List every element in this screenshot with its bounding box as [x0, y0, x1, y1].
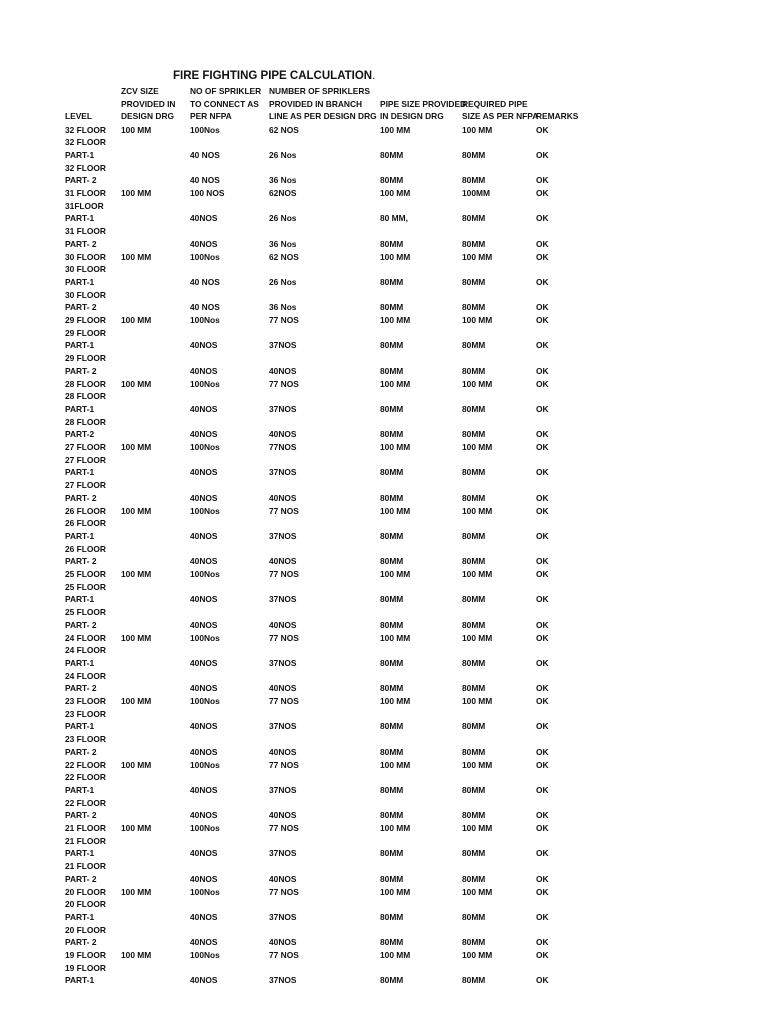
cell-branch: 77 NOS	[269, 950, 299, 960]
cell-branch: 37NOS	[269, 848, 297, 859]
cell-nfpa: 100Nos	[190, 632, 220, 643]
cell-pipe-nfpa: 100 MM	[462, 886, 493, 897]
cell-pipe-nfpa: 100 MM	[462, 315, 493, 325]
cell-nfpa: 100Nos	[190, 886, 220, 897]
cell-nfpa: 40NOS	[190, 848, 218, 859]
cell-level: 20 FLOOR	[65, 899, 106, 910]
cell-pipe-nfpa: 80MM	[462, 556, 486, 567]
cell-pipe-nfpa: 100MM	[462, 188, 490, 198]
cell-branch: 36 Nos	[269, 302, 297, 313]
cell-pipe-nfpa: 80MM	[462, 238, 486, 249]
cell-remarks: OK	[536, 403, 549, 414]
cell-nfpa: 100Nos	[190, 251, 220, 262]
cell-level: 30 FLOOR	[65, 251, 106, 262]
cell-pipe-design: 80MM	[380, 365, 404, 376]
cell-pipe-design: 80MM	[380, 403, 404, 414]
cell-level: PART- 2	[65, 175, 97, 186]
cell-level: 24 FLOOR	[65, 645, 106, 656]
cell-level: PART-1	[65, 594, 95, 605]
cell-remarks: OK	[536, 632, 549, 643]
cell-pipe-nfpa: 80MM	[462, 619, 486, 630]
cell-level: PART- 2	[65, 365, 97, 376]
cell-branch: 40NOS	[269, 746, 297, 757]
cell-level: 22 FLOOR	[65, 759, 106, 770]
cell-nfpa: 100Nos	[190, 442, 220, 452]
cell-pipe-nfpa: 80MM	[462, 594, 486, 605]
cell-nfpa: 40NOS	[190, 530, 218, 541]
cell-branch: 77 NOS	[269, 315, 299, 325]
header-pipe-size-nfpa: REQUIRED PIPE SIZE AS PER NFPA	[462, 98, 539, 122]
cell-remarks: OK	[536, 873, 549, 884]
cell-level: 19 FLOOR	[65, 950, 106, 960]
cell-nfpa: 40NOS	[190, 365, 218, 376]
cell-zcv: 100 MM	[121, 188, 152, 198]
cell-nfpa: 40NOS	[190, 213, 218, 224]
cell-zcv: 100 MM	[121, 251, 152, 262]
cell-remarks: OK	[536, 848, 549, 859]
cell-nfpa: 40NOS	[190, 937, 218, 948]
cell-pipe-nfpa: 80MM	[462, 683, 486, 694]
cell-level: PART- 2	[65, 937, 97, 948]
cell-branch: 37NOS	[269, 403, 297, 414]
cell-nfpa: 40NOS	[190, 238, 218, 249]
cell-nfpa: 40 NOS	[190, 276, 220, 287]
cell-branch: 40NOS	[269, 619, 297, 630]
cell-pipe-design: 80MM	[380, 276, 404, 287]
cell-pipe-nfpa: 80MM	[462, 403, 486, 414]
cell-pipe-design: 80MM	[380, 911, 404, 922]
cell-branch: 77 NOS	[269, 696, 299, 706]
cell-pipe-nfpa: 80MM	[462, 530, 486, 541]
cell-remarks: OK	[536, 340, 549, 351]
cell-remarks: OK	[536, 594, 549, 605]
cell-branch: 36 Nos	[269, 238, 297, 249]
cell-nfpa: 100Nos	[190, 950, 220, 960]
cell-nfpa: 40NOS	[190, 873, 218, 884]
header-level: LEVEL	[65, 111, 92, 121]
cell-nfpa: 40NOS	[190, 975, 218, 986]
cell-nfpa: 100Nos	[190, 759, 220, 770]
cell-remarks: OK	[536, 721, 549, 732]
cell-level: PART-1	[65, 149, 95, 160]
cell-remarks: OK	[536, 937, 549, 948]
cell-remarks: OK	[536, 975, 549, 986]
cell-pipe-design: 80MM	[380, 302, 404, 313]
cell-pipe-nfpa: 80MM	[462, 213, 486, 224]
cell-remarks: OK	[536, 213, 549, 224]
cell-level: 20 FLOOR	[65, 886, 106, 897]
cell-pipe-nfpa: 80MM	[462, 492, 486, 503]
cell-level: 29 FLOOR	[65, 315, 106, 325]
cell-nfpa: 100Nos	[190, 823, 220, 833]
cell-pipe-design: 80MM	[380, 492, 404, 503]
cell-pipe-nfpa: 100 MM	[462, 251, 493, 262]
cell-level: PART-2	[65, 429, 95, 440]
cell-pipe-design: 80MM	[380, 429, 404, 440]
cell-level: 21 FLOOR	[65, 835, 106, 846]
cell-pipe-design: 80MM	[380, 873, 404, 884]
cell-pipe-nfpa: 80MM	[462, 746, 486, 757]
cell-nfpa: 40NOS	[190, 340, 218, 351]
cell-pipe-nfpa: 100 MM	[462, 759, 493, 770]
cell-remarks: OK	[536, 619, 549, 630]
cell-branch: 40NOS	[269, 429, 297, 440]
cell-branch: 26 Nos	[269, 149, 297, 160]
cell-nfpa: 100Nos	[190, 315, 220, 325]
cell-nfpa: 100Nos	[190, 378, 220, 389]
cell-branch: 37NOS	[269, 340, 297, 351]
cell-pipe-design: 100 MM	[380, 569, 411, 579]
cell-level: PART-1	[65, 340, 95, 351]
cell-pipe-nfpa: 80MM	[462, 911, 486, 922]
cell-pipe-design: 100 MM	[380, 823, 411, 833]
cell-pipe-nfpa: 100 MM	[462, 124, 493, 135]
cell-level: PART-1	[65, 213, 95, 224]
header-sprinklers-nfpa: NO OF SPRIKLER TO CONNECT AS PER NFPA	[190, 86, 262, 122]
cell-nfpa: 40NOS	[190, 619, 218, 630]
cell-nfpa: 40NOS	[190, 467, 218, 478]
cell-pipe-nfpa: 80MM	[462, 276, 486, 287]
cell-pipe-design: 80 MM,	[380, 213, 408, 224]
cell-pipe-design: 80MM	[380, 848, 404, 859]
cell-level: 27 FLOOR	[65, 442, 106, 452]
cell-level: 27 FLOOR	[65, 480, 106, 491]
header-zcv-size: ZCV SIZE PROVIDED IN DESIGN DRG	[121, 86, 176, 122]
cell-pipe-design: 100 MM	[380, 886, 411, 897]
cell-level: 29 FLOOR	[65, 353, 106, 364]
cell-pipe-nfpa: 100 MM	[462, 505, 493, 516]
cell-branch: 77 NOS	[269, 632, 299, 643]
cell-level: PART-1	[65, 467, 95, 478]
cell-remarks: OK	[536, 467, 549, 478]
cell-remarks: OK	[536, 823, 549, 833]
cell-branch: 37NOS	[269, 467, 297, 478]
cell-pipe-design: 80MM	[380, 594, 404, 605]
cell-pipe-nfpa: 100 MM	[462, 823, 493, 833]
cell-level: 23 FLOOR	[65, 696, 106, 706]
cell-zcv: 100 MM	[121, 442, 152, 452]
cell-nfpa: 100Nos	[190, 124, 220, 135]
cell-pipe-nfpa: 100 MM	[462, 696, 493, 706]
cell-pipe-nfpa: 80MM	[462, 149, 486, 160]
cell-branch: 77 NOS	[269, 886, 299, 897]
cell-level: PART-1	[65, 848, 95, 859]
cell-pipe-nfpa: 80MM	[462, 175, 486, 186]
cell-remarks: OK	[536, 492, 549, 503]
cell-remarks: OK	[536, 378, 549, 389]
cell-branch: 37NOS	[269, 657, 297, 668]
cell-zcv: 100 MM	[121, 759, 152, 770]
cell-level: 31FLOOR	[65, 200, 104, 211]
cell-remarks: OK	[536, 911, 549, 922]
cell-branch: 62NOS	[269, 188, 297, 198]
cell-level: 25 FLOOR	[65, 569, 106, 579]
cell-nfpa: 40NOS	[190, 556, 218, 567]
cell-remarks: OK	[536, 810, 549, 821]
cell-pipe-nfpa: 100 MM	[462, 378, 493, 389]
cell-zcv: 100 MM	[121, 315, 152, 325]
cell-zcv: 100 MM	[121, 950, 152, 960]
cell-pipe-nfpa: 80MM	[462, 721, 486, 732]
cell-pipe-design: 100 MM	[380, 251, 411, 262]
cell-nfpa: 40 NOS	[190, 302, 220, 313]
cell-nfpa: 40NOS	[190, 594, 218, 605]
cell-level: PART- 2	[65, 238, 97, 249]
cell-pipe-design: 80MM	[380, 784, 404, 795]
cell-remarks: OK	[536, 302, 549, 313]
cell-branch: 26 Nos	[269, 213, 297, 224]
cell-level: PART- 2	[65, 302, 97, 313]
cell-remarks: OK	[536, 569, 549, 579]
cell-remarks: OK	[536, 149, 549, 160]
cell-zcv: 100 MM	[121, 632, 152, 643]
header-pipe-size-design: PIPE SIZE PROVIDED IN DESIGN DRG	[380, 98, 467, 122]
cell-nfpa: 40NOS	[190, 683, 218, 694]
cell-pipe-design: 80MM	[380, 975, 404, 986]
cell-pipe-design: 80MM	[380, 238, 404, 249]
cell-pipe-design: 100 MM	[380, 632, 411, 643]
cell-branch: 37NOS	[269, 721, 297, 732]
cell-level: 28 FLOOR	[65, 391, 106, 402]
cell-level: 31 FLOOR	[65, 188, 106, 198]
cell-remarks: OK	[536, 365, 549, 376]
cell-branch: 40NOS	[269, 873, 297, 884]
cell-zcv: 100 MM	[121, 124, 152, 135]
cell-level: PART-1	[65, 403, 95, 414]
cell-nfpa: 40NOS	[190, 721, 218, 732]
cell-pipe-nfpa: 100 MM	[462, 442, 493, 452]
cell-pipe-design: 100 MM	[380, 188, 411, 198]
cell-zcv: 100 MM	[121, 823, 152, 833]
cell-pipe-nfpa: 80MM	[462, 467, 486, 478]
cell-pipe-design: 80MM	[380, 721, 404, 732]
cell-branch: 37NOS	[269, 975, 297, 986]
cell-remarks: OK	[536, 556, 549, 567]
cell-level: PART-1	[65, 276, 95, 287]
cell-pipe-design: 100 MM	[380, 759, 411, 770]
cell-pipe-design: 100 MM	[380, 950, 411, 960]
cell-zcv: 100 MM	[121, 569, 152, 579]
cell-level: PART-1	[65, 975, 95, 986]
cell-remarks: OK	[536, 276, 549, 287]
cell-level: 30 FLOOR	[65, 289, 106, 300]
cell-zcv: 100 MM	[121, 886, 152, 897]
cell-branch: 37NOS	[269, 784, 297, 795]
cell-branch: 77 NOS	[269, 759, 299, 770]
cell-remarks: OK	[536, 442, 549, 452]
cell-level: 32 FLOOR	[65, 162, 106, 173]
cell-branch: 62 NOS	[269, 124, 299, 135]
cell-pipe-nfpa: 80MM	[462, 302, 486, 313]
cell-level: 23 FLOOR	[65, 708, 106, 719]
cell-level: 20 FLOOR	[65, 924, 106, 935]
cell-remarks: OK	[536, 124, 549, 135]
cell-remarks: OK	[536, 429, 549, 440]
cell-level: PART- 2	[65, 873, 97, 884]
cell-nfpa: 40 NOS	[190, 149, 220, 160]
cell-remarks: OK	[536, 505, 549, 516]
cell-branch: 37NOS	[269, 911, 297, 922]
cell-level: 25 FLOOR	[65, 607, 106, 618]
cell-pipe-design: 80MM	[380, 619, 404, 630]
cell-nfpa: 40NOS	[190, 403, 218, 414]
cell-nfpa: 40NOS	[190, 746, 218, 757]
cell-nfpa: 40NOS	[190, 810, 218, 821]
cell-pipe-nfpa: 80MM	[462, 975, 486, 986]
cell-pipe-design: 100 MM	[380, 505, 411, 516]
cell-zcv: 100 MM	[121, 696, 152, 706]
header-remarks: REMARKS	[536, 111, 579, 121]
cell-pipe-nfpa: 80MM	[462, 365, 486, 376]
page-title: FIRE FIGHTING PIPE CALCULATION.	[173, 70, 376, 82]
cell-level: PART- 2	[65, 810, 97, 821]
cell-remarks: OK	[536, 175, 549, 186]
cell-pipe-design: 100 MM	[380, 696, 411, 706]
header-sprinklers-branch: NUMBER OF SPRIKLERS PROVIDED IN BRANCH LINE AS PER DESIGN DRG	[269, 86, 377, 122]
cell-pipe-design: 100 MM	[380, 315, 411, 325]
cell-nfpa: 40NOS	[190, 911, 218, 922]
cell-pipe-design: 100 MM	[380, 124, 411, 135]
cell-level: 26 FLOOR	[65, 543, 106, 554]
cell-pipe-design: 80MM	[380, 657, 404, 668]
cell-branch: 77NOS	[269, 442, 297, 452]
cell-pipe-nfpa: 100 MM	[462, 632, 493, 643]
cell-level: 32 FLOOR	[65, 124, 106, 135]
cell-remarks: OK	[536, 251, 549, 262]
cell-level: PART- 2	[65, 746, 97, 757]
cell-level: 26 FLOOR	[65, 505, 106, 516]
cell-zcv: 100 MM	[121, 505, 152, 516]
cell-branch: 77 NOS	[269, 569, 299, 579]
cell-nfpa: 100Nos	[190, 505, 220, 516]
cell-nfpa: 100 NOS	[190, 188, 225, 198]
cell-pipe-nfpa: 80MM	[462, 340, 486, 351]
cell-pipe-nfpa: 80MM	[462, 848, 486, 859]
cell-remarks: OK	[536, 683, 549, 694]
cell-pipe-design: 80MM	[380, 937, 404, 948]
cell-branch: 40NOS	[269, 937, 297, 948]
cell-nfpa: 40NOS	[190, 784, 218, 795]
cell-pipe-design: 80MM	[380, 746, 404, 757]
cell-pipe-nfpa: 80MM	[462, 784, 486, 795]
cell-nfpa: 40NOS	[190, 657, 218, 668]
cell-remarks: OK	[536, 950, 549, 960]
cell-remarks: OK	[536, 188, 549, 198]
cell-pipe-design: 80MM	[380, 530, 404, 541]
cell-pipe-nfpa: 80MM	[462, 429, 486, 440]
cell-pipe-nfpa: 100 MM	[462, 950, 493, 960]
cell-level: PART- 2	[65, 492, 97, 503]
cell-remarks: OK	[536, 759, 549, 770]
cell-level: 22 FLOOR	[65, 797, 106, 808]
cell-remarks: OK	[536, 784, 549, 795]
cell-branch: 40NOS	[269, 683, 297, 694]
cell-level: PART- 2	[65, 619, 97, 630]
cell-level: PART-1	[65, 784, 95, 795]
cell-pipe-design: 80MM	[380, 467, 404, 478]
cell-level: 27 FLOOR	[65, 454, 106, 465]
cell-level: 21 FLOOR	[65, 823, 106, 833]
cell-pipe-design: 100 MM	[380, 378, 411, 389]
cell-remarks: OK	[536, 657, 549, 668]
cell-level: PART-1	[65, 911, 95, 922]
cell-branch: 36 Nos	[269, 175, 297, 186]
cell-branch: 26 Nos	[269, 276, 297, 287]
cell-pipe-design: 80MM	[380, 556, 404, 567]
cell-pipe-nfpa: 80MM	[462, 937, 486, 948]
cell-remarks: OK	[536, 238, 549, 249]
cell-level: 32 FLOOR	[65, 137, 106, 148]
cell-branch: 37NOS	[269, 530, 297, 541]
cell-remarks: OK	[536, 886, 549, 897]
cell-remarks: OK	[536, 696, 549, 706]
cell-zcv: 100 MM	[121, 378, 152, 389]
cell-pipe-nfpa: 80MM	[462, 873, 486, 884]
cell-branch: 40NOS	[269, 492, 297, 503]
cell-level: 31 FLOOR	[65, 226, 106, 237]
cell-branch: 40NOS	[269, 556, 297, 567]
cell-branch: 62 NOS	[269, 251, 299, 262]
cell-remarks: OK	[536, 315, 549, 325]
cell-remarks: OK	[536, 746, 549, 757]
cell-level: 22 FLOOR	[65, 772, 106, 783]
cell-level: 21 FLOOR	[65, 861, 106, 872]
cell-level: 28 FLOOR	[65, 416, 106, 427]
cell-pipe-design: 80MM	[380, 340, 404, 351]
cell-branch: 77 NOS	[269, 505, 299, 516]
cell-pipe-design: 100 MM	[380, 442, 411, 452]
cell-level: PART- 2	[65, 556, 97, 567]
cell-level: 25 FLOOR	[65, 581, 106, 592]
cell-nfpa: 40NOS	[190, 492, 218, 503]
cell-level: PART-1	[65, 657, 95, 668]
cell-nfpa: 40NOS	[190, 429, 218, 440]
cell-pipe-design: 80MM	[380, 810, 404, 821]
cell-pipe-nfpa: 100 MM	[462, 569, 493, 579]
cell-branch: 77 NOS	[269, 823, 299, 833]
cell-pipe-design: 80MM	[380, 175, 404, 186]
cell-branch: 40NOS	[269, 365, 297, 376]
cell-nfpa: 100Nos	[190, 696, 220, 706]
cell-branch: 77 NOS	[269, 378, 299, 389]
cell-level: 23 FLOOR	[65, 734, 106, 745]
cell-pipe-design: 80MM	[380, 149, 404, 160]
cell-level: 24 FLOOR	[65, 632, 106, 643]
cell-level: 28 FLOOR	[65, 378, 106, 389]
cell-level: 24 FLOOR	[65, 670, 106, 681]
cell-level: 30 FLOOR	[65, 264, 106, 275]
cell-pipe-design: 80MM	[380, 683, 404, 694]
cell-level: PART-1	[65, 530, 95, 541]
cell-level: 19 FLOOR	[65, 962, 106, 973]
cell-pipe-nfpa: 80MM	[462, 657, 486, 668]
cell-branch: 40NOS	[269, 810, 297, 821]
cell-level: PART- 2	[65, 683, 97, 694]
cell-level: PART-1	[65, 721, 95, 732]
cell-pipe-nfpa: 80MM	[462, 810, 486, 821]
cell-level: 26 FLOOR	[65, 518, 106, 529]
cell-nfpa: 40 NOS	[190, 175, 220, 186]
cell-level: 29 FLOOR	[65, 327, 106, 338]
cell-nfpa: 100Nos	[190, 569, 220, 579]
cell-branch: 37NOS	[269, 594, 297, 605]
cell-remarks: OK	[536, 530, 549, 541]
